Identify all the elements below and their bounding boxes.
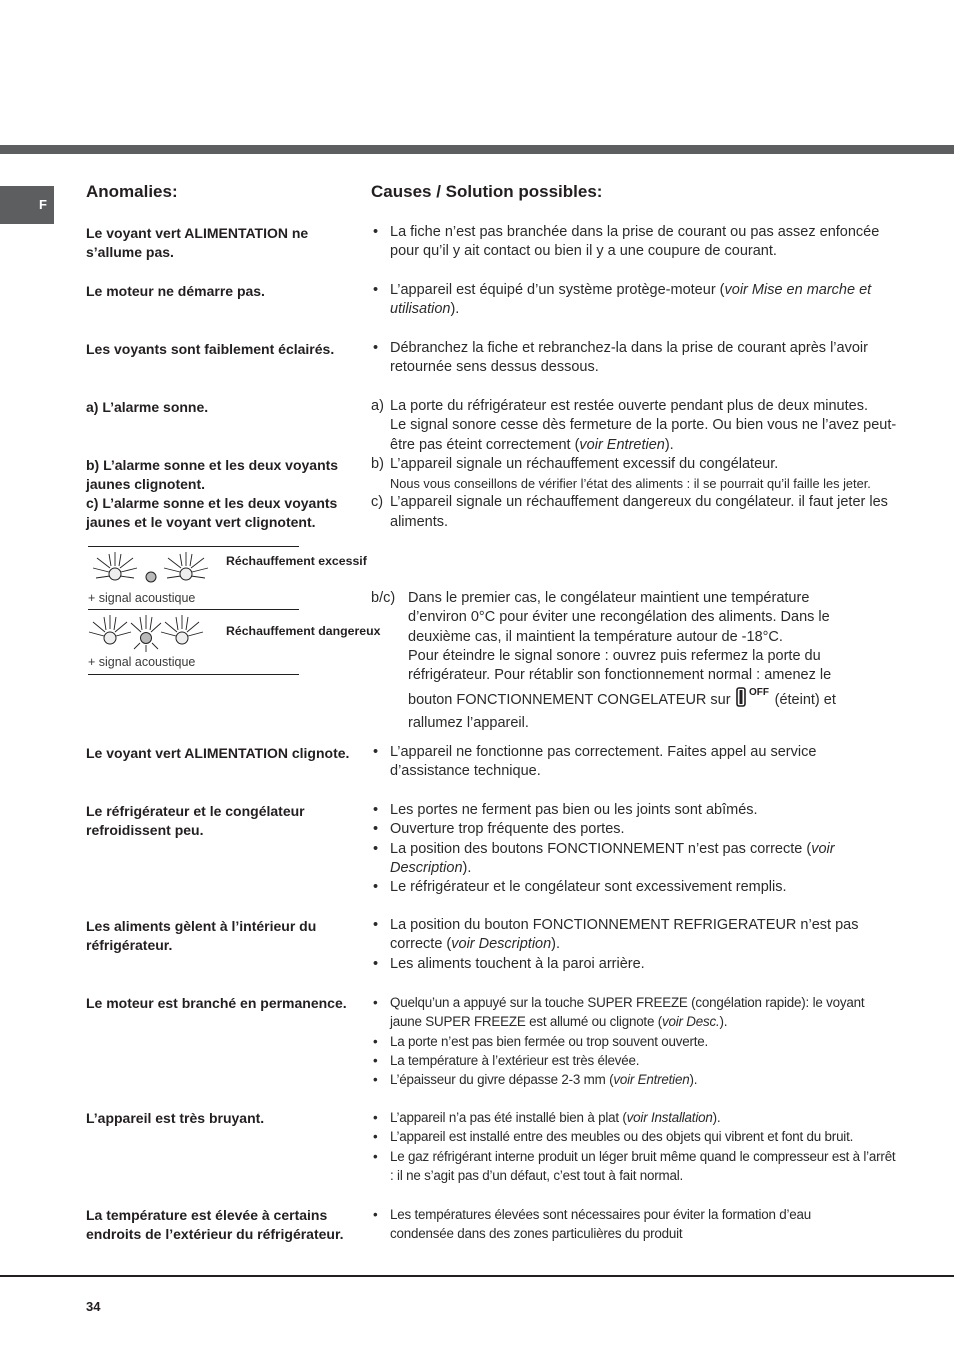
bullet: • <box>373 1052 378 1068</box>
text: L’appareil n’a pas été installé bien à plat ( <box>390 1110 627 1125</box>
reference: voir Description <box>390 840 835 876</box>
text: Les températures élevées sont nécessaires pour éviter la formation d’eau condensée dans des zones particulières du produit <box>390 1207 812 1242</box>
anomaly-alarm-c: c) L’alarme sonne et les deux voyants jaunes et le voyant vert clignotent. <box>86 495 338 530</box>
label-c: c) <box>371 494 384 511</box>
bullet: • <box>373 1129 378 1145</box>
bullet: • <box>373 821 379 838</box>
text: L’appareil est installé entre des meubles ou des objets qui vibrent et font du bruit. <box>390 1129 854 1145</box>
bullet: • <box>373 995 378 1010</box>
anomaly-hot-exterior: La température est élevée à certains endroits de l’extérieur du réfrigérateur. <box>86 1207 344 1242</box>
text: Quelqu’un a appuyé sur la touche SUPER FREEZE (congélation rapide): le voyant jaune SUPER FREEZE est allumé ou clignote ( <box>390 995 865 1030</box>
text-c: L’appareil signale un réchauffement dangereux du congélateur. il faut jeter les aliments. <box>390 494 888 530</box>
bullet: • <box>373 840 379 857</box>
solution-noisy <box>371 1108 901 1185</box>
text: L’appareil est équipé d’un système protège-moteur ( <box>390 282 725 298</box>
text-end: ). <box>712 1110 721 1125</box>
page-number: 34 <box>86 1299 101 1314</box>
bullet: • <box>373 1110 378 1125</box>
text: Le réfrigérateur et le congélateur sont excessivement remplis. <box>390 879 787 896</box>
bullet: • <box>373 879 379 896</box>
reference: voir Installation <box>626 1110 713 1125</box>
solution-food-freezes <box>371 916 891 974</box>
causes-heading: Causes / Solution possibles: <box>371 182 603 201</box>
anomaly-motor-permanent: Le moteur est branché en permanence. <box>86 995 347 1011</box>
off-knob-icon <box>736 685 770 713</box>
text-bc2: Pour éteindre le signal sonore : ouvrez puis refermez la porte du réfrigérateur. Pour rétablir son fonctionnement normal : amenez le bouton FONCTIONNEMENT CONGELATEUR sur <box>408 647 832 709</box>
acoustic-signal-1: + signal acoustique <box>88 591 196 605</box>
anomaly-power-blinks: Le voyant vert ALIMENTATION clignote. <box>86 745 350 761</box>
reference: voir Mise en marche et utilisation <box>390 282 872 318</box>
bullet: • <box>373 1148 378 1164</box>
diagram-rule-top <box>88 546 299 547</box>
text: L’appareil ne fonctionne pas correctement. Faites appel au service d’assistance technique. <box>390 744 817 780</box>
bullet: • <box>373 1072 378 1088</box>
language-tab <box>0 186 54 224</box>
solution-motor-permanent <box>371 993 891 1089</box>
bullet: • <box>373 802 379 818</box>
bullet: • <box>373 917 379 933</box>
diagram-rule-bottom <box>88 674 299 675</box>
text: La fiche n’est pas branchée dans la prise de courant ou pas assez enfoncée pour qu’il y ait contact ou bien il y a une coupure de courant. <box>390 224 880 260</box>
reference: voir Desc. <box>661 1014 720 1030</box>
dangerous-warming-lights-icon <box>88 612 223 654</box>
solution-alarm-bc <box>371 589 871 733</box>
bullet: • <box>373 1207 378 1222</box>
text: Ouverture trop fréquente des portes. <box>390 821 625 838</box>
text-end: ). <box>689 1072 698 1088</box>
text-a2: Le signal sonore cesse dès fermeture de la porte. Ou bien vous ne l’avez peut-être pas éteint correctement ( <box>390 417 897 453</box>
text: La position du bouton FONCTIONNEMENT REFRIGERATEUR n’est pas correcte ( <box>390 917 859 953</box>
text: Débranchez la fiche et rebranchez-la dans la prise de courant après l’avoir retournée sens dessus dessous. <box>390 340 868 376</box>
anomaly-power-light: Le voyant vert ALIMENTATION ne s’allume pas. <box>86 225 309 260</box>
label-b: b) <box>371 455 384 472</box>
text-end: ). <box>450 301 460 318</box>
anomaly-noisy: L’appareil est très bruyant. <box>86 1110 265 1126</box>
text-b: L’appareil signale un réchauffement excessif du congélateur. <box>390 455 779 472</box>
text: Les portes ne ferment pas bien ou les joints sont abîmés. <box>390 802 758 818</box>
solution-power-blinks <box>371 743 871 782</box>
label-bc: b/c) <box>371 590 396 606</box>
text-b2: Nous vous conseillons de vérifier l’état des aliments : il se pourrait qu’il faille les jeter. <box>390 476 871 492</box>
anomaly-alarm-b: b) L’alarme sonne et les deux voyants jaunes clignotent. <box>86 457 339 492</box>
anomaly-food-freezes: Les aliments gèlent à l’intérieur du réfrigérateur. <box>86 918 317 953</box>
bottom-rule <box>0 1275 954 1277</box>
anomaly-alarm-a: a) L’alarme sonne. <box>86 399 209 415</box>
bullet: • <box>373 1033 378 1049</box>
text: Les aliments touchent à la paroi arrière. <box>390 955 645 972</box>
solution-motor <box>371 281 901 320</box>
text-end: ). <box>462 859 472 876</box>
solution-alarm-a <box>371 397 901 532</box>
text-end: ). <box>551 936 561 953</box>
bullet: • <box>373 224 379 240</box>
acoustic-signal-2: + signal acoustique <box>88 655 196 669</box>
anomaly-low-cooling: Le réfrigérateur et le congélateur refroidissent peu. <box>86 803 305 838</box>
anomalies-heading: Anomalies: <box>86 182 178 201</box>
text: La position des boutons FONCTIONNEMENT n’est pas correcte ( <box>390 840 812 857</box>
text: Le gaz réfrigérant interne produit un léger bruit même quand le compresseur est à l’arrêt : il ne s’agit pas d’un défaut, c’est tout à fait normal. <box>390 1148 896 1183</box>
text-end: ). <box>664 436 674 453</box>
text: La température à l’extérieur est très élevée. <box>390 1052 640 1068</box>
text-end: ). <box>719 1014 728 1030</box>
top-bar <box>0 145 954 154</box>
reference: voir Description <box>451 936 552 953</box>
anomaly-dim-lights: Les voyants sont faiblement éclairés. <box>86 341 335 357</box>
label-dangerous-warming: Réchauffement dangereux <box>226 624 381 638</box>
text-bc: Dans le premier cas, le congélateur maintient une température d’environ 0°C pour éviter une recongélation des aliments. Dans le deuxième cas, il maintient la température autour de -18°C. <box>408 590 830 645</box>
solution-dim-lights <box>371 339 876 378</box>
solution-power-light <box>371 223 886 262</box>
reference: voir Entretien <box>613 1072 690 1088</box>
label-a: a) <box>371 398 384 414</box>
excessive-warming-lights-icon <box>88 548 223 588</box>
diagram-rule-middle <box>88 609 299 610</box>
bullet: • <box>373 955 379 972</box>
off-label: OFF <box>748 687 769 699</box>
solution-low-cooling <box>371 801 881 897</box>
anomaly-motor: Le moteur ne démarre pas. <box>86 283 265 299</box>
reference: voir Entretien <box>579 436 665 453</box>
label-excessive-warming: Réchauffement excessif <box>226 554 367 568</box>
text: L’épaisseur du givre dépasse 2-3 mm ( <box>390 1072 614 1088</box>
text: La porte n’est pas bien fermée ou trop souvent ouverte. <box>390 1033 709 1049</box>
solution-hot-exterior <box>371 1205 851 1244</box>
bullet: • <box>373 744 379 760</box>
language-letter: F <box>39 197 47 212</box>
text-bc-end: (éteint) et rallumez l’appareil. <box>408 692 836 731</box>
text-a: La porte du réfrigérateur est restée ouverte pendant plus de deux minutes. <box>390 398 868 414</box>
bullet: • <box>373 282 379 298</box>
bullet: • <box>373 340 379 356</box>
